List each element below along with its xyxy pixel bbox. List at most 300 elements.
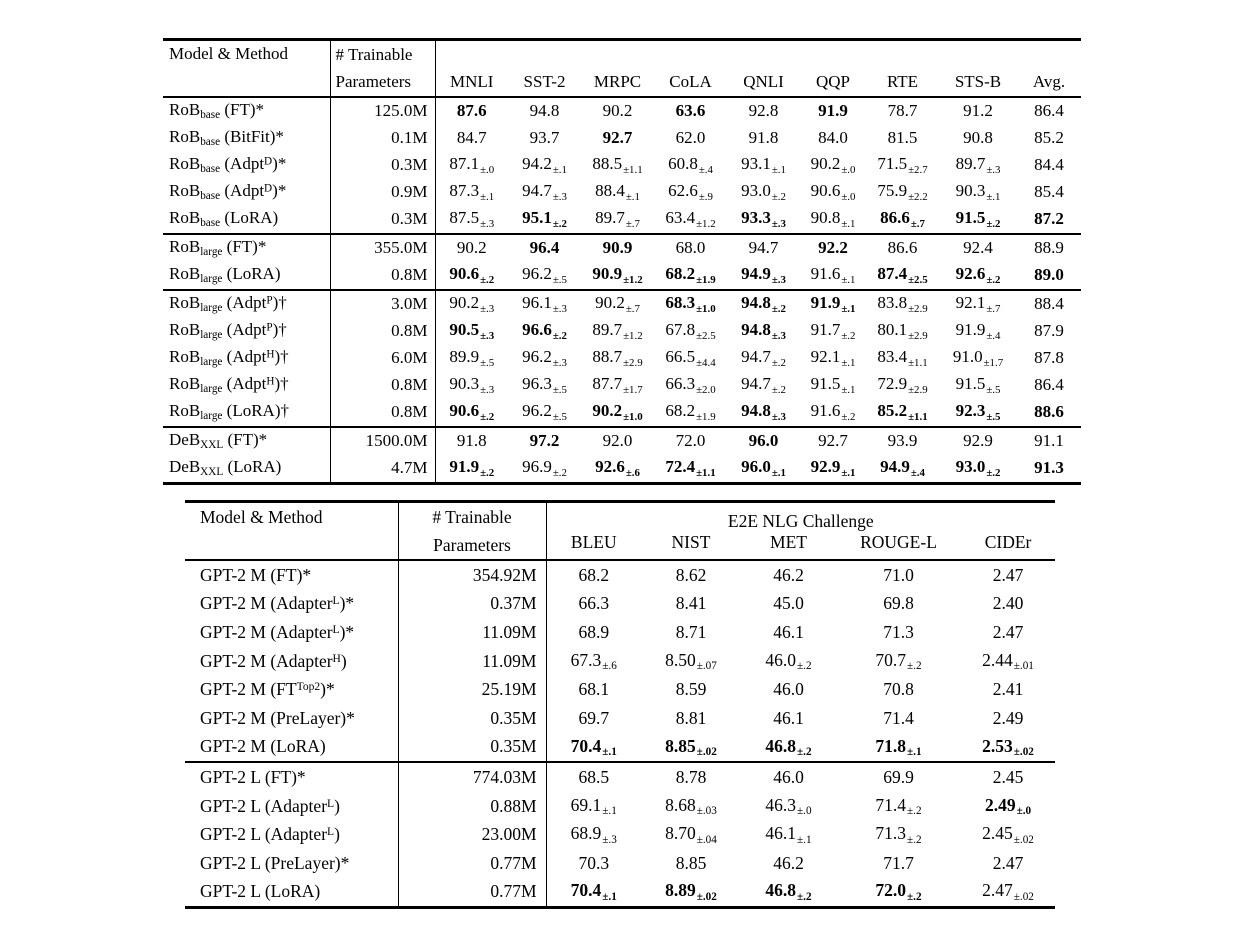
- metric-value-cell: [961, 675, 1055, 704]
- metric-stddev: ±1.9: [696, 410, 716, 423]
- metric-value-cell: [435, 399, 508, 427]
- metric-stddev: ±.2: [986, 466, 1001, 479]
- metric-value-cell: [741, 792, 836, 821]
- method-superscript: H: [332, 652, 341, 665]
- metric-stddev: ±.1: [841, 383, 856, 396]
- method-label: ): [334, 795, 340, 816]
- metric-value: 71.4: [883, 707, 914, 728]
- metric-stddev: ±.3: [771, 273, 786, 286]
- metric-value-cell: [508, 455, 581, 484]
- metric-value-cell: [939, 206, 1017, 234]
- metric-stddev: ±.2: [480, 410, 495, 423]
- metric-value-cell: [961, 820, 1055, 849]
- metric-value-cell: [741, 675, 836, 704]
- metric-value: 94.2: [522, 154, 552, 174]
- metric-value: 72.4: [665, 457, 696, 477]
- metric-value-cell: [800, 152, 866, 179]
- metric-value-cell: [581, 318, 654, 345]
- metric-value: 96.2: [522, 347, 552, 367]
- metric-value-cell: [1017, 427, 1081, 455]
- metric-value: 80.1: [877, 320, 908, 340]
- metric-value: 2.40: [992, 593, 1024, 614]
- metric-value-cell: [800, 290, 866, 318]
- metric-value: 2.44: [982, 649, 1013, 670]
- metric-value-cell: [836, 704, 961, 733]
- metric-value-cell: [654, 372, 727, 399]
- metric-value: 68.1: [578, 679, 610, 700]
- model-method-cell: [185, 733, 398, 763]
- metric-value-cell: [800, 125, 866, 152]
- metric-value-cell: [508, 206, 581, 234]
- method-label: (LoRA): [265, 736, 326, 757]
- header-trainable-line1: # Trainable: [335, 45, 413, 64]
- metric-value-cell: [727, 427, 800, 455]
- table-row: [185, 647, 1055, 676]
- model-method-cell: [163, 97, 330, 125]
- metric-value-cell: [546, 704, 641, 733]
- metric-stddev: ±.1: [480, 190, 495, 203]
- table-section: [163, 290, 1081, 427]
- header-model-method: Model & Method: [163, 40, 330, 97]
- metric-value-cell: [654, 290, 727, 318]
- metric-stddev: ±.1: [841, 356, 856, 369]
- metric-value-cell: [727, 206, 800, 234]
- metric-stddev: ±.3: [480, 329, 495, 342]
- metric-value: 87.1: [449, 154, 480, 174]
- metric-value: 92.2: [818, 238, 848, 257]
- metric-stddev: ±.2: [771, 190, 786, 203]
- metric-stddev: ±.6: [625, 466, 640, 479]
- metric-value: 86.6: [887, 238, 918, 257]
- metric-value: 89.7: [955, 154, 986, 174]
- model-method-cell: [185, 675, 398, 704]
- metric-value-cell: [939, 290, 1017, 318]
- model-method-cell: [185, 820, 398, 849]
- metric-value-cell: [654, 234, 727, 262]
- metric-value-cell: [641, 647, 741, 676]
- metric-value-cell: [1017, 179, 1081, 206]
- metric-stddev: ±1.9: [696, 273, 716, 286]
- model-method-cell: [185, 618, 398, 647]
- metric-value: 92.6: [955, 264, 986, 284]
- model-subscript: XXL: [200, 466, 224, 479]
- metric-stddev: ±.2: [771, 356, 786, 369]
- metric-value-cell: [800, 372, 866, 399]
- trainable-params-cell: 0.35M: [398, 733, 546, 763]
- header-metric-mrpc: MRPC: [593, 71, 642, 91]
- table-row: [163, 399, 1081, 427]
- metric-value: 68.2: [665, 264, 696, 284]
- metric-value: 87.3: [449, 181, 480, 201]
- method-superscript: L: [327, 826, 335, 839]
- metric-value-cell: [1017, 206, 1081, 234]
- metric-stddev: ±1.7: [623, 383, 643, 396]
- model-method-cell: [163, 152, 330, 179]
- metric-value: 91.7: [810, 320, 841, 340]
- metric-value: 2.47: [992, 564, 1024, 585]
- metric-stddev: ±.07: [696, 660, 717, 673]
- metric-value-cell: [741, 878, 836, 908]
- header-metric-rougel: ROUGE-L: [860, 532, 937, 553]
- metric-value: 93.9: [887, 431, 918, 450]
- method-label: (Adpt: [222, 320, 267, 340]
- method-label: )*: [339, 621, 355, 642]
- metric-value: 71.7: [883, 852, 914, 873]
- model-subscript: base: [200, 163, 221, 176]
- metric-value-cell: [508, 345, 581, 372]
- metric-value: 96.2: [522, 401, 552, 421]
- metric-value-cell: [800, 345, 866, 372]
- method-label: (Adapter: [265, 621, 333, 642]
- metric-value-cell: [836, 762, 961, 792]
- header-trainable-line2: Parameters: [335, 72, 412, 91]
- model-name: DeB: [169, 457, 201, 477]
- metric-stddev: ±.04: [696, 833, 717, 846]
- metric-value-cell: [546, 762, 641, 792]
- metric-value-cell: [435, 97, 508, 125]
- metric-value: 90.3: [449, 374, 480, 394]
- metric-value: 68.2: [578, 564, 610, 585]
- method-label: )†: [274, 347, 289, 367]
- metric-value: 46.8: [765, 880, 797, 901]
- metric-value: 8.78: [675, 766, 707, 787]
- metric-value-cell: [741, 590, 836, 619]
- metric-value: 93.0: [741, 181, 771, 201]
- metric-value: 90.2: [456, 238, 487, 257]
- metric-value-cell: [435, 179, 508, 206]
- metric-value: 90.9: [592, 264, 623, 284]
- model-subscript: large: [200, 329, 223, 342]
- method-label: (Adapter: [260, 795, 328, 816]
- header-metric-rte: RTE: [886, 71, 919, 91]
- header-metric-stsb: STS-B: [954, 71, 1002, 91]
- metric-value: 75.9: [877, 181, 908, 201]
- metric-value: 84.0: [818, 128, 848, 147]
- metric-value: 71.8: [875, 735, 907, 756]
- table-row: [163, 234, 1081, 262]
- metric-value: 2.47: [992, 621, 1024, 642]
- metric-value-cell: [435, 152, 508, 179]
- metric-value-cell: [741, 618, 836, 647]
- metric-value-cell: [641, 820, 741, 849]
- metric-value-cell: [581, 97, 654, 125]
- metric-value: 87.7: [592, 374, 623, 394]
- metric-value-cell: [961, 762, 1055, 792]
- model-name: RoB: [169, 264, 201, 284]
- metric-stddev: ±.1: [552, 163, 567, 176]
- metric-value-cell: [727, 262, 800, 290]
- trainable-params-cell: 6.0M: [330, 345, 435, 372]
- metric-value-cell: [727, 152, 800, 179]
- metric-value-cell: [1017, 399, 1081, 427]
- header-group-e2e-nlg-challenge: E2E NLG Challenge: [727, 511, 874, 532]
- metric-stddev: ±.3: [771, 410, 786, 423]
- metric-value: 72.0: [675, 431, 706, 450]
- metric-value-cell: [727, 455, 800, 484]
- model-name: GPT-2 L: [200, 795, 261, 816]
- model-name: GPT-2 L: [200, 766, 261, 787]
- trainable-params-cell: 0.1M: [330, 125, 435, 152]
- metric-value: 88.5: [592, 154, 623, 174]
- metric-value-cell: [741, 733, 836, 763]
- metric-value-cell: [1017, 372, 1081, 399]
- metric-value: 88.7: [592, 347, 623, 367]
- model-name: RoB: [169, 154, 201, 174]
- metric-value-cell: [508, 372, 581, 399]
- metric-value: 70.3: [578, 852, 610, 873]
- metric-stddev: ±.1: [841, 217, 856, 230]
- metric-value: 87.5: [449, 208, 480, 228]
- metric-value: 89.7: [592, 320, 623, 340]
- metric-value-cell: [435, 290, 508, 318]
- metric-stddev: ±.5: [552, 273, 567, 286]
- metric-stddev: ±.7: [910, 217, 925, 230]
- metric-value-cell: [741, 560, 836, 590]
- metric-stddev: ±.02: [1013, 746, 1034, 759]
- header-metric-nist: NIST: [671, 532, 711, 553]
- metric-stddev: ±2.9: [623, 356, 643, 369]
- metric-value-cell: [836, 675, 961, 704]
- table1-header: [163, 40, 1081, 97]
- trainable-params-cell: 23.00M: [398, 820, 546, 849]
- metric-value: 8.41: [675, 593, 707, 614]
- trainable-params-cell: 0.9M: [330, 179, 435, 206]
- metric-value-cell: [546, 878, 641, 908]
- metric-value-cell: [1017, 290, 1081, 318]
- metric-value-cell: [508, 179, 581, 206]
- metric-value-cell: [508, 125, 581, 152]
- table-row: [185, 560, 1055, 590]
- method-label: (Adpt: [222, 374, 267, 394]
- metric-value: 94.7: [748, 238, 779, 257]
- method-label: )†: [272, 293, 287, 313]
- metric-value: 92.7: [818, 431, 848, 450]
- metric-value: 89.9: [449, 347, 480, 367]
- metric-value-cell: [836, 647, 961, 676]
- method-label: (PreLayer)*: [260, 852, 350, 873]
- metric-value: 91.1: [1034, 431, 1064, 450]
- model-method-cell: [163, 427, 330, 455]
- metric-value-cell: [654, 399, 727, 427]
- metric-stddev: ±.2: [841, 410, 856, 423]
- metric-value: 88.6: [1034, 402, 1064, 421]
- metric-stddev: ±2.9: [908, 329, 928, 342]
- metric-stddev: ±.0: [841, 190, 856, 203]
- metric-value-cell: [939, 318, 1017, 345]
- metric-value: 8.70: [665, 823, 696, 844]
- metric-value: 92.9: [963, 431, 993, 450]
- metric-stddev: ±1.0: [623, 410, 643, 423]
- metric-stddev: ±.1: [841, 273, 856, 286]
- table2-header-row1: [185, 502, 1055, 533]
- metric-value: 89.7: [595, 208, 625, 228]
- metric-value-cell: [508, 234, 581, 262]
- table-section: [163, 427, 1081, 484]
- metric-value: 66.3: [578, 593, 610, 614]
- metric-value-cell: [581, 290, 654, 318]
- metric-value: 46.2: [773, 564, 804, 585]
- metric-value: 8.62: [675, 564, 707, 585]
- metric-value-cell: [508, 399, 581, 427]
- metric-value-cell: [866, 206, 939, 234]
- method-label: (Adpt: [222, 293, 267, 313]
- metric-value-cell: [800, 262, 866, 290]
- metric-value-cell: [939, 345, 1017, 372]
- metric-value: 96.0: [748, 431, 779, 450]
- metric-value-cell: [435, 206, 508, 234]
- metric-value: 46.1: [773, 621, 804, 642]
- metric-value-cell: [961, 704, 1055, 733]
- metric-value-cell: [961, 733, 1055, 763]
- metric-value: 90.2: [602, 101, 633, 120]
- metric-value-cell: [939, 152, 1017, 179]
- metric-value-cell: [641, 560, 741, 590]
- metric-value-cell: [581, 179, 654, 206]
- metric-stddev: ±.3: [771, 329, 786, 342]
- metric-value: 95.1: [522, 208, 552, 228]
- metric-stddev: ±.6: [602, 660, 617, 673]
- metric-value-cell: [435, 372, 508, 399]
- metric-value: 46.0: [773, 679, 804, 700]
- metric-value: 90.3: [955, 181, 986, 201]
- model-method-cell: [163, 455, 330, 484]
- table-row: [163, 262, 1081, 290]
- metric-value: 92.7: [602, 128, 633, 147]
- metric-stddev: ±4.4: [696, 356, 716, 369]
- metric-value-cell: [581, 125, 654, 152]
- table-row: [163, 206, 1081, 234]
- table-row: [185, 762, 1055, 792]
- metric-value: 67.3: [570, 649, 602, 670]
- metric-value: 63.6: [675, 101, 706, 120]
- metric-value: 70.7: [875, 649, 907, 670]
- metric-value-cell: [727, 318, 800, 345]
- metric-value: 68.3: [665, 293, 696, 313]
- metric-value-cell: [866, 455, 939, 484]
- metric-value: 92.3: [955, 401, 986, 421]
- metric-stddev: ±.4: [986, 329, 1001, 342]
- method-label: (FT)*: [265, 564, 312, 585]
- metric-stddev: ±1.2: [696, 217, 716, 230]
- header-metric-cola: CoLA: [669, 71, 712, 91]
- metric-value: 97.2: [529, 431, 560, 450]
- method-superscript: H: [266, 375, 275, 388]
- metric-value: 90.2: [592, 401, 623, 421]
- metric-value: 91.9: [810, 293, 841, 313]
- metric-stddev: ±.3: [552, 190, 567, 203]
- model-subscript: base: [200, 217, 221, 230]
- metric-value-cell: [939, 399, 1017, 427]
- metric-value: 96.3: [522, 374, 552, 394]
- metric-stddev: ±1.1: [623, 163, 643, 176]
- metric-value: 66.3: [665, 374, 696, 394]
- metric-value: 8.68: [665, 794, 696, 815]
- metric-value-cell: [741, 647, 836, 676]
- trainable-params-cell: 0.8M: [330, 318, 435, 345]
- trainable-params-cell: 125.0M: [330, 97, 435, 125]
- metric-value-cell: [435, 262, 508, 290]
- metric-value: 96.1: [522, 293, 552, 313]
- metric-value-cell: [435, 318, 508, 345]
- table-row: [185, 675, 1055, 704]
- model-subscript: large: [200, 356, 223, 369]
- metric-value: 62.6: [668, 181, 698, 201]
- metric-value: 93.7: [529, 128, 560, 147]
- metric-stddev: ±.2: [797, 746, 812, 759]
- trainable-params-cell: 0.8M: [330, 262, 435, 290]
- metric-value-cell: [727, 179, 800, 206]
- table-row: [185, 878, 1055, 908]
- metric-stddev: ±1.7: [983, 356, 1004, 369]
- metric-value-cell: [961, 647, 1055, 676]
- metric-value-cell: [546, 647, 641, 676]
- metric-value-cell: [939, 234, 1017, 262]
- model-method-cell: [163, 125, 330, 152]
- metric-value-cell: [866, 262, 939, 290]
- metric-stddev: ±.2: [907, 805, 922, 818]
- metric-value-cell: [654, 455, 727, 484]
- trainable-params-cell: 0.37M: [398, 590, 546, 619]
- metric-value: 85.4: [1034, 182, 1064, 201]
- trainable-params-cell: 1500.0M: [330, 427, 435, 455]
- metric-stddev: ±.3: [602, 833, 617, 846]
- metric-value: 88.4: [595, 181, 625, 201]
- model-name: RoB: [169, 293, 201, 313]
- method-label: (Adpt: [220, 154, 265, 174]
- metric-stddev: ±.1: [841, 466, 856, 479]
- metric-value: 83.8: [877, 293, 908, 313]
- metric-value-cell: [741, 704, 836, 733]
- model-name: RoB: [169, 127, 201, 147]
- metric-stddev: ±.2: [552, 329, 567, 342]
- metric-value-cell: [508, 152, 581, 179]
- trainable-params-cell: 0.88M: [398, 792, 546, 821]
- metric-value-cell: [836, 820, 961, 849]
- method-label: )*: [339, 593, 355, 614]
- metric-stddev: ±.0: [480, 163, 495, 176]
- table-row: [163, 152, 1081, 179]
- metric-value: 90.2: [810, 154, 841, 174]
- metric-value: 91.9: [818, 101, 848, 120]
- method-superscript: L: [327, 797, 335, 810]
- trainable-params-cell: 0.35M: [398, 704, 546, 733]
- metric-value-cell: [961, 560, 1055, 590]
- metric-value-cell: [641, 878, 741, 908]
- metric-value: 90.8: [963, 128, 993, 147]
- metric-value-cell: [581, 234, 654, 262]
- metric-value-cell: [836, 618, 961, 647]
- metric-value: 2.49: [984, 794, 1016, 815]
- metric-value-cell: [1017, 318, 1081, 345]
- model-subscript: base: [200, 109, 221, 122]
- metric-value-cell: [654, 262, 727, 290]
- metric-value-cell: [1017, 152, 1081, 179]
- metric-value-cell: [939, 262, 1017, 290]
- model-name: DeB: [169, 430, 201, 450]
- metric-stddev: ±1.2: [623, 329, 643, 342]
- trainable-params-cell: 0.3M: [330, 206, 435, 234]
- metric-value-cell: [546, 849, 641, 878]
- metric-value: 84.7: [456, 128, 487, 147]
- metric-value: 46.8: [765, 735, 797, 756]
- metric-value-cell: [435, 345, 508, 372]
- metric-value: 92.1: [955, 293, 986, 313]
- metric-value: 92.9: [810, 457, 841, 477]
- metric-value-cell: [546, 675, 641, 704]
- model-method-cell: [163, 318, 330, 345]
- metric-stddev: ±.3: [480, 383, 495, 396]
- metric-value: 68.9: [570, 823, 602, 844]
